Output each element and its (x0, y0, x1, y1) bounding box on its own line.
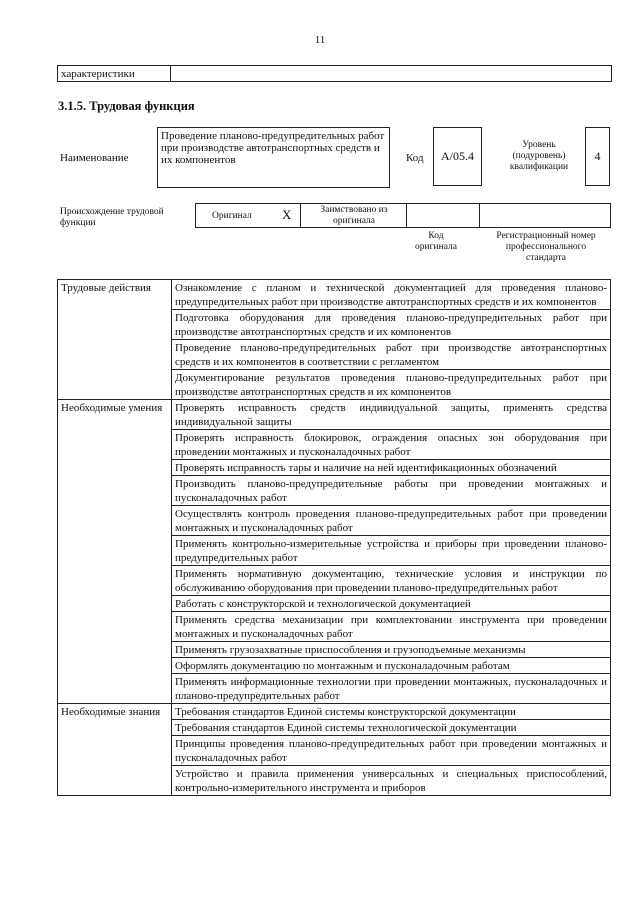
original-label: Оригинал (212, 211, 252, 221)
top-row-label: характеристики (61, 68, 135, 80)
code-label: Код (406, 152, 424, 164)
top-row-divider (170, 65, 171, 82)
table-cell: Ознакомление с планом и технической документацией для проведения планово-предупредительных работ при производстве автотранспортных средств и их компонентов (172, 280, 611, 310)
origin-divider-1 (300, 203, 301, 228)
code-original-caption: Код оригинала (415, 231, 457, 252)
level-label: Уровень (подуровень) квалификации (509, 140, 569, 172)
table-row (58, 280, 611, 310)
name-value-box (157, 127, 390, 188)
level-value-box (585, 127, 610, 186)
top-row (57, 65, 612, 82)
origin-row (195, 203, 611, 228)
table-cell: Проведение планово-предупредительных работ при производстве автотранспортных средств и их компонентов в соответствии с регламентом (172, 340, 611, 370)
group-label: Трудовые действия (58, 280, 172, 400)
table-cell: Документирование результатов проведения планово-предупредительных работ при производстве автотранспортных средств и их компонентов (172, 370, 611, 400)
table-cell: Требования стандартов Единой системы технологической документации (172, 720, 611, 736)
table-cell: Применять контрольно-измерительные устройства и приборы при проведении планово-предупредительных работ (172, 536, 611, 566)
table-cell: Проверять исправность блокировок, ограждения опасных зон оборудования при проведении монтажных и пусконаладочных работ (172, 430, 611, 460)
group-label: Необходимые умения (58, 400, 172, 704)
table-cell: Проверять исправность средств индивидуальной защиты, применять средства индивидуальной защиты (172, 400, 611, 430)
table-row (58, 400, 611, 430)
table-cell: Оформлять документацию по монтажным и пусконаладочным работам (172, 658, 611, 674)
table-cell: Устройство и правила применения универсальных и специальных приспособлений, контрольно-измерительного инструмента и приборов (172, 766, 611, 796)
table-row (58, 704, 611, 720)
code-value: A/05.4 (441, 149, 474, 163)
page-number: 11 (314, 34, 326, 46)
origin-divider-3 (479, 203, 480, 228)
table-cell: Осуществлять контроль проведения планово-предупредительных работ при проведении монтажных и пусконаладочных работ (172, 506, 611, 536)
origin-label: Происхождение трудовой функции (60, 207, 164, 228)
table-cell: Подготовка оборудования для проведения планово-предупредительных работ при производстве автотранспортных средств и их компонентов (172, 310, 611, 340)
table-cell: Требования стандартов Единой системы конструкторской документации (172, 704, 611, 720)
origin-divider-2 (406, 203, 407, 228)
function-table (57, 279, 611, 796)
table-cell: Проверять исправность тары и наличие на ней идентификационных обозначений (172, 460, 611, 476)
section-title: 3.1.5. Трудовая функция (58, 99, 195, 113)
name-value: Проведение планово-предупредительных работ при производстве автотранспортных средств и их компонентов (161, 130, 385, 166)
name-label: Наименование (60, 152, 129, 164)
table-cell: Производить планово-предупредительные работы при проведении монтажных и пусконаладочных работ (172, 476, 611, 506)
level-value: 4 (594, 149, 601, 163)
code-value-box (433, 127, 482, 186)
original-mark: X (282, 207, 292, 222)
group-label: Необходимые знания (58, 704, 172, 796)
table-cell: Работать с конструкторской и технологической документацией (172, 596, 611, 612)
table-cell: Применять средства механизации при комплектовании инструмента при проведении монтажных и пусконаладочных работ (172, 612, 611, 642)
table-cell: Применять нормативную документацию, технические условия и инструкции по обслуживанию оборудования при проведении планово-предупредительных работ (172, 566, 611, 596)
table-cell: Применять информационные технологии при проведении монтажных, пусконаладочных и планово-предупредительных работ (172, 674, 611, 704)
table-cell: Применять грузозахватные приспособления и грузоподъемные механизмы (172, 642, 611, 658)
table-cell: Принципы проведения планово-предупредительных работ при проведении монтажных и пусконаладочных работ (172, 736, 611, 766)
reg-number-caption: Регистрационный номер профессионального стандарта (496, 231, 596, 263)
borrowed-label: Заимствовано из оригинала (320, 205, 388, 226)
